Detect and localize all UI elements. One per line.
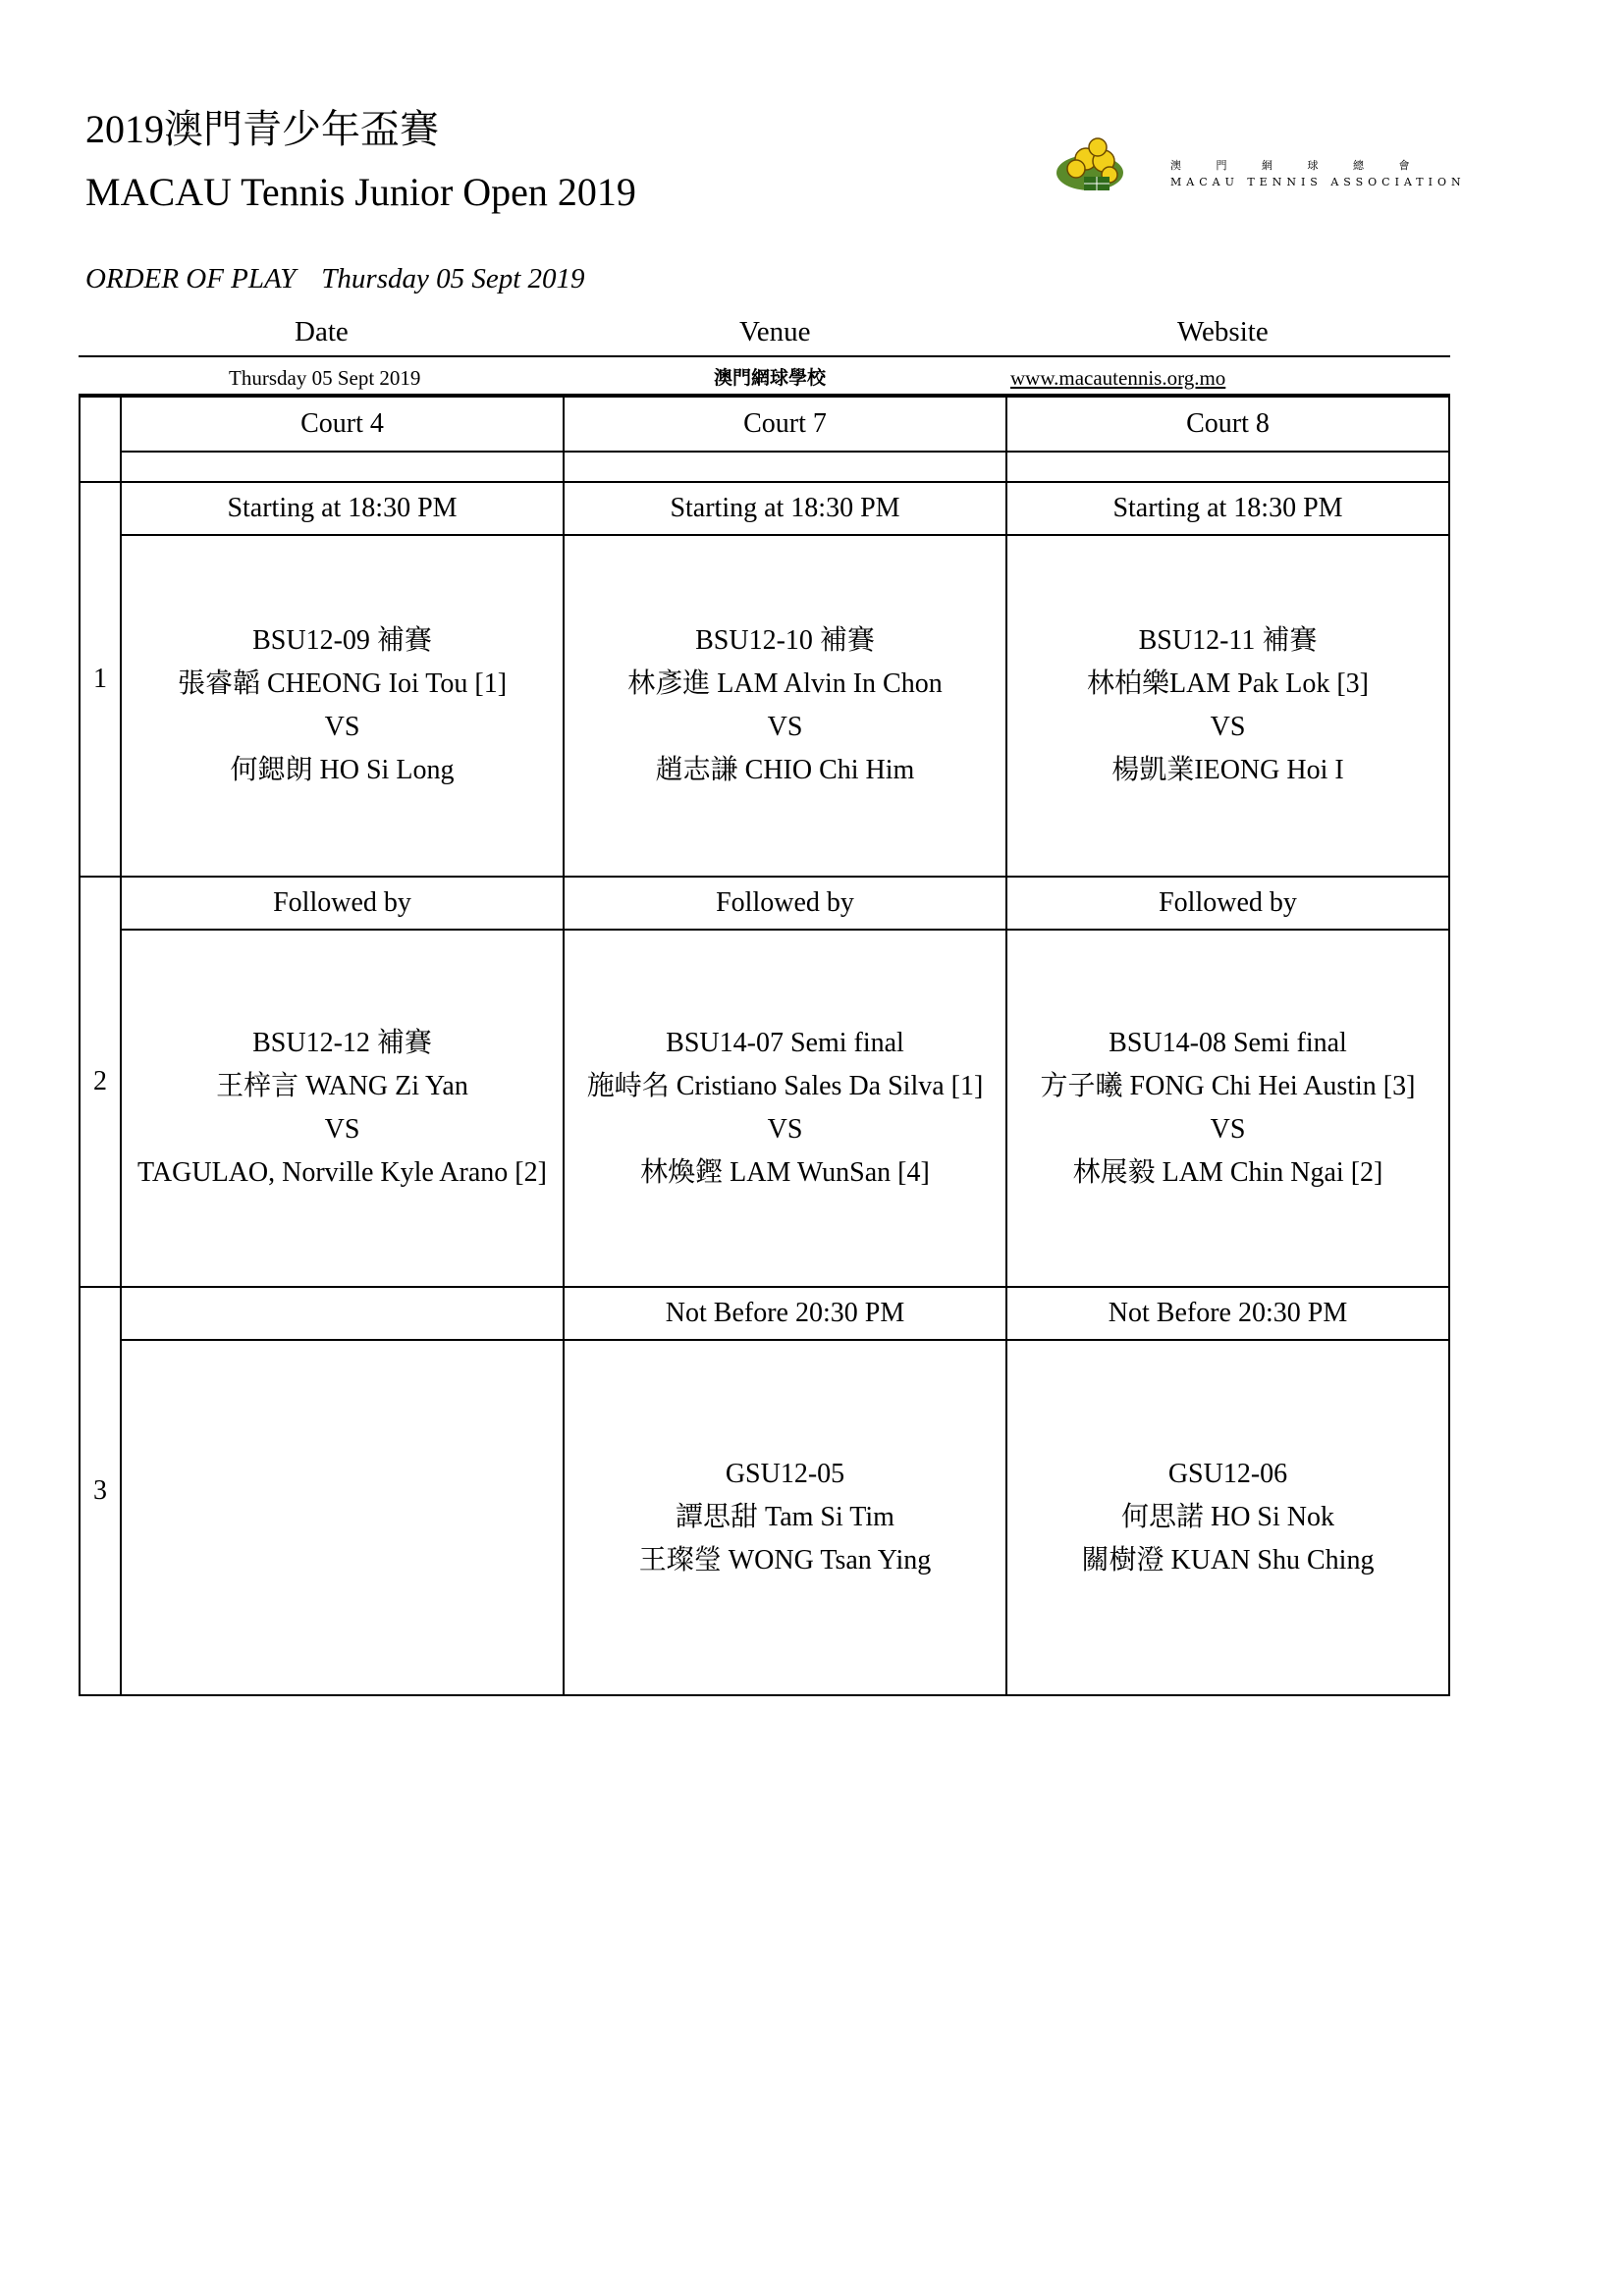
player-one: 譚思甜 Tam Si Tim (676, 1502, 894, 1532)
match-cell (121, 535, 564, 877)
order-label: ORDER OF PLAY (85, 263, 297, 294)
info-venue: 澳門網球學校 (714, 367, 827, 389)
event-code: BSU12-10 補賽 (695, 625, 875, 656)
time-slot: Starting at 18:30 PM (121, 482, 564, 535)
slot-row (80, 877, 1449, 930)
time-slot: Followed by (121, 877, 564, 930)
order-date: Thursday 05 Sept 2019 (321, 263, 585, 294)
match-row (80, 1340, 1449, 1695)
player-two: 楊凱業IEONG Hoi I (1111, 755, 1344, 785)
header-website: Website (1177, 316, 1269, 347)
header-venue: Venue (739, 316, 811, 347)
player-two: 何鍶朗 HO Si Long (230, 755, 455, 785)
player-one: 施峙名 Cristiano Sales Da Silva [1] (586, 1071, 984, 1101)
event-code: BSU14-07 Semi final (666, 1028, 904, 1058)
time-slot: Followed by (1006, 877, 1449, 930)
match-cell (1006, 535, 1449, 877)
match-cell (121, 1340, 564, 1695)
time-slot: Not Before 20:30 PM (564, 1287, 1006, 1340)
versus-label: VS (324, 1114, 360, 1145)
event-code: BSU12-12 補賽 (252, 1028, 432, 1058)
player-one: 林彥進 LAM Alvin In Chon (627, 668, 943, 699)
player-two: 關樹澄 KUAN Shu Ching (1081, 1545, 1375, 1575)
blank-cell (564, 452, 1006, 482)
corner-cell (80, 397, 121, 482)
player-two: 趙志謙 CHIO Chi Him (655, 755, 915, 785)
versus-label: VS (324, 712, 360, 742)
court-label: Court 8 (1006, 397, 1449, 452)
logo-text-cn: 澳 門 網 球 總 會 (1170, 159, 1426, 172)
blank-row (80, 452, 1449, 482)
versus-label: VS (1210, 712, 1246, 742)
time-slot: Starting at 18:30 PM (1006, 482, 1449, 535)
order-of-play (85, 259, 585, 298)
time-slot: Starting at 18:30 PM (564, 482, 1006, 535)
match-row (80, 930, 1449, 1287)
divider-line (79, 355, 1450, 357)
tennis-association-emblem-icon (1053, 137, 1151, 200)
event-code: BSU12-11 補賽 (1138, 625, 1318, 656)
blank-cell (121, 452, 564, 482)
title-english: MACAU Tennis Junior Open 2019 (85, 170, 636, 214)
match-cell (564, 535, 1006, 877)
player-one: 何思諾 HO Si Nok (1120, 1502, 1334, 1532)
header-date: Date (295, 316, 349, 347)
event-code: GSU12-06 (1167, 1459, 1288, 1489)
player-one: 方子曦 FONG Chi Hei Austin [3] (1040, 1071, 1416, 1101)
versus-label: VS (1210, 1114, 1246, 1145)
court-label: Court 7 (564, 397, 1006, 452)
row-number: 1 (80, 482, 121, 877)
player-one: 王梓言 WANG Zi Yan (216, 1071, 468, 1101)
player-two: 王璨瑩 WONG Tsan Ying (638, 1545, 932, 1575)
row-number: 3 (80, 1287, 121, 1695)
match-row (80, 535, 1449, 877)
time-slot: Followed by (564, 877, 1006, 930)
event-code: BSU14-08 Semi final (1109, 1028, 1347, 1058)
info-website-link[interactable]: www.macautennis.org.mo (1010, 366, 1226, 390)
title-chinese: 2019澳門青少年盃賽 (85, 107, 439, 151)
match-cell (1006, 1340, 1449, 1695)
event-code: GSU12-05 (725, 1459, 845, 1489)
versus-label: VS (767, 1114, 803, 1145)
row-number: 2 (80, 877, 121, 1287)
time-slot (121, 1287, 564, 1340)
time-slot: Not Before 20:30 PM (1006, 1287, 1449, 1340)
court-header-row (80, 397, 1449, 452)
match-cell (1006, 930, 1449, 1287)
player-two: 林展毅 LAM Chin Ngai [2] (1072, 1157, 1383, 1188)
logo-text-en: MACAU TENNIS ASSOCIATION (1170, 176, 1466, 188)
association-logo (1053, 137, 1466, 200)
info-date: Thursday 05 Sept 2019 (229, 366, 421, 390)
blank-cell (1006, 452, 1449, 482)
player-two: 林煥鏗 LAM WunSan [4] (640, 1157, 930, 1188)
match-cell (564, 930, 1006, 1287)
slot-row (80, 482, 1449, 535)
order-of-play-table (79, 396, 1450, 1696)
player-one: 林柏樂LAM Pak Lok [3] (1087, 668, 1369, 699)
match-cell (121, 930, 564, 1287)
slot-row (80, 1287, 1449, 1340)
event-code: BSU12-09 補賽 (252, 625, 432, 656)
player-two: TAGULAO, Norville Kyle Arano [2] (137, 1157, 547, 1188)
player-one: 張睿韜 CHEONG Ioi Tou [1] (177, 668, 508, 699)
versus-label: VS (767, 712, 803, 742)
match-cell (564, 1340, 1006, 1695)
court-label: Court 4 (121, 397, 564, 452)
